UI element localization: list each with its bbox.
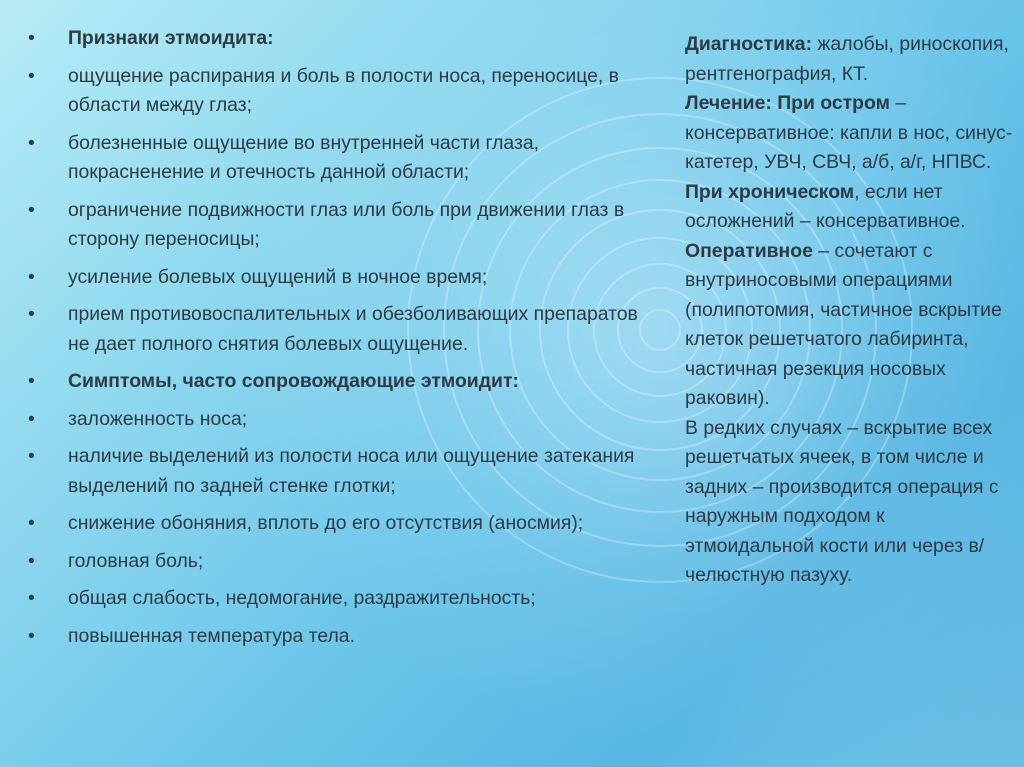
list-item — [28, 129, 658, 188]
list-item-text: усиление болевых ощущений в ночное время; — [68, 265, 488, 288]
treatment-column — [685, 30, 1015, 591]
chronic-paragraph — [685, 178, 1015, 237]
operative-label: Оперативное — [685, 239, 813, 262]
bullet-icon: • — [28, 407, 35, 430]
list-item-text: Симптомы, часто сопровождающие этмоидит: — [68, 370, 519, 392]
list-item-text: болезненные ощущение во внутренней части глаза, покрасненение и отечность данной области; — [68, 131, 540, 183]
treatment-paragraph — [685, 89, 1015, 178]
list-item-text: Признаки этмоидита: — [68, 27, 274, 49]
list-item-text: общая слабость, недомогание, раздражительность; — [68, 587, 536, 609]
symptoms-list — [28, 24, 658, 651]
bullet-icon: • — [28, 445, 35, 467]
list-item-text: ограничение подвижности глаз или боль при движении глаз в сторону переносицы; — [68, 198, 625, 250]
bullet-icon: • — [28, 624, 35, 647]
treatment-label: Лечение: При остром — [685, 92, 890, 114]
list-item-text: заложенность носа; — [68, 407, 248, 430]
list-item — [28, 196, 658, 255]
section-heading — [28, 24, 658, 54]
list-item — [28, 442, 658, 501]
bullet-icon: • — [28, 27, 35, 49]
list-item-text: повышенная температура тела. — [68, 624, 355, 647]
section-heading — [28, 367, 658, 397]
bullet-icon: • — [28, 549, 35, 572]
diagnostics-label: Диагностика: — [685, 33, 813, 55]
diagnostics-paragraph — [685, 30, 1015, 89]
list-item-text: прием противовоспалительных и обезболивающих препаратов не дает полного снятия болевых ощущение. — [68, 303, 638, 355]
rare-cases-paragraph: В редких случаях – вскрытие всех решетчатых ячеек, в том числе и задних – производится операция с наружным подходом к этмоидальной кости или через в/челюстную пазуху. — [685, 416, 999, 586]
list-item — [28, 300, 658, 359]
list-item-text: снижение обоняния, вплоть до его отсутствия (аносмия); — [68, 512, 584, 534]
list-item-text: головная боль; — [68, 549, 204, 572]
operative-paragraph — [685, 237, 1015, 414]
bullet-icon: • — [28, 512, 35, 534]
list-item — [28, 584, 658, 614]
list-item — [28, 263, 658, 293]
diagnostics-text: жалобы, риноскопия, рентгенография, КТ. — [685, 33, 1009, 85]
bullet-icon: • — [28, 131, 35, 154]
list-item — [28, 547, 658, 577]
list-item — [28, 405, 658, 435]
chronic-text: , если нет осложнений – консервативное. — [685, 180, 966, 232]
symptoms-column — [28, 24, 658, 659]
bullet-icon: • — [28, 370, 35, 392]
list-item — [28, 622, 658, 652]
bullet-icon: • — [28, 303, 35, 325]
list-item-text: наличие выделений из полости носа или ощущение затекания выделений по задней стенке глотки; — [68, 445, 635, 497]
bullet-icon: • — [28, 64, 35, 87]
operative-text: – сочетают с внутриносовыми операциями (полипотомия, частичное вскрытие клеток решетчатого лабиринта, частичная резекция носовых раковин). — [685, 239, 1002, 409]
bullet-icon: • — [28, 198, 35, 221]
list-item-text: ощущение распирания и боль в полости носа, переносице, в области между глаз; — [68, 64, 619, 116]
list-item — [28, 62, 658, 121]
list-item — [28, 509, 658, 539]
chronic-label: При хроническом — [685, 180, 855, 203]
bullet-icon: • — [28, 265, 35, 288]
treatment-text: – консервативное: капли в нос, синус-катетер, УВЧ, СВЧ, а/б, а/г, НПВС. — [685, 92, 1013, 173]
bullet-icon: • — [28, 587, 35, 609]
